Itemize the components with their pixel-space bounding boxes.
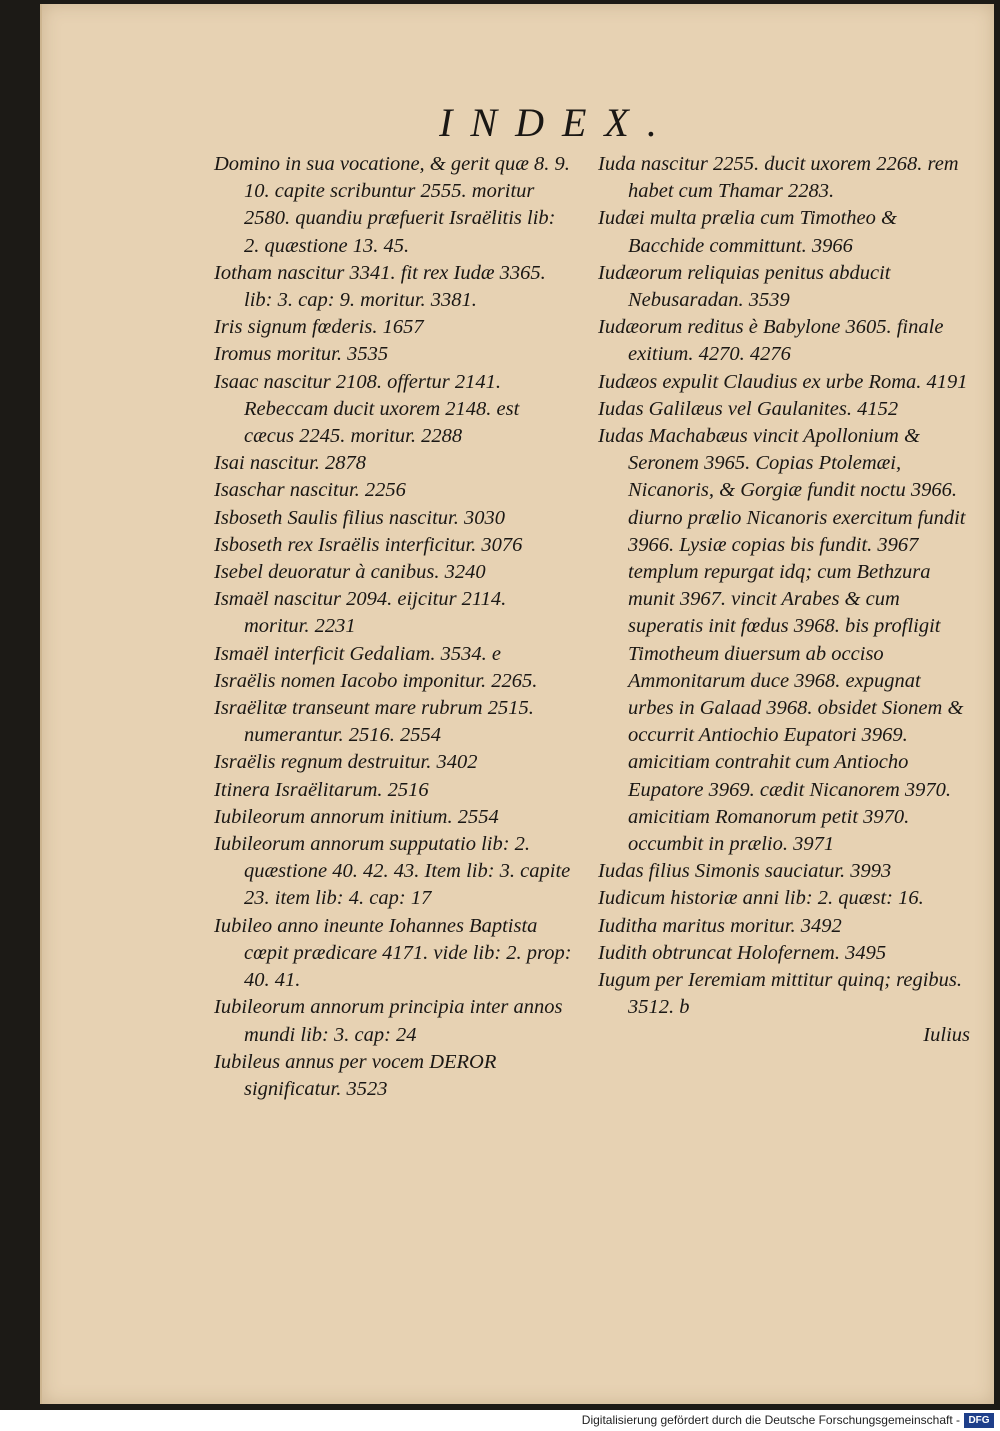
index-entry: Iubileorum annorum principia inter annos mundi lib: 3. cap: 24 [214,996,563,1046]
footer-funding-text: Digitalisierung gefördert durch die Deutsche Forschungsgemeinschaft - [581,1413,960,1427]
index-entry: Iubileo anno ineunte Iohannes Baptista cœpit prædicare 4171. vide lib: 2. prop: 40. 41. [214,914,572,992]
index-entry: Iudæos expulit Claudius ex urbe Roma. 4191 [598,370,968,393]
index-entry: Iudas Galilæus vel Gaulanites. 4152 [598,397,899,420]
index-entry: Israëlis nomen Iacobo imponitur. 2265. [214,669,538,692]
page-title: INDEX. [439,100,675,145]
index-entry: Iuditha maritus moritur. 3492 [598,914,842,937]
index-entry: Iuda nascitur 2255. ducit uxorem 2268. rem habet cum Thamar 2283. [598,153,959,203]
index-entry: Ismaël nascitur 2094. eijcitur 2114. moritur. 2231 [214,588,507,638]
footer-bar [0,1410,1000,1431]
index-column-left [214,151,574,1103]
index-entry: Iudas Machabæus vincit Apollonium & Seronem 3965. Copias Ptolemæi, Nicanoris, & Gorgiæ fundit noctu 3966. diurno prælio Nicanoris exercitum fundit 3966. Lysiæ copias bis fundit. 3967 templum repurgat idq; cum Bethzura munit 3967. vincit Arabes & cum superatis init fœdus 3968. bis profligit Timotheum diuersum ab occiso Ammonitarum duce 3968. expugnat urbes in Galaad 3968. obsidet Sionem & occurrit Antiochio Eupatori 3969. amicitiam contrahit cum Antiocho Eupatore 3969. cædit Nicanorem 3970. amicitiam Romanorum petit 3970. occumbit in prælio. 3971 [598,425,966,856]
index-entry: Isebel deuoratur à canibus. 3240 [214,561,486,584]
index-entry: Isaschar nascitur. 2256 [214,479,406,502]
index-entry: Iudas filius Simonis sauciatur. 3993 [598,860,892,883]
index-entry: Iromus moritur. 3535 [214,343,389,366]
index-entry: Isaac nascitur 2108. offertur 2141. Rebeccam ducit uxorem 2148. est cæcus 2245. moritur. 2288 [214,370,520,448]
index-entry: Isboseth rex Israëlis interficitur. 3076 [214,533,523,556]
index-entry: Iudæorum reditus è Babylone 3605. finale exitium. 4270. 4276 [598,316,944,366]
index-entry: Iubileus annus per vocem DEROR significatur. 3523 [214,1050,497,1100]
index-entry: Isboseth Saulis filius nascitur. 3030 [214,506,506,529]
index-entry: Israëlitæ transeunt mare rubrum 2515. numerantur. 2516. 2554 [214,697,534,747]
index-entry: Iugum per Ieremiam mittitur quinq; regibus. 3512. b [598,969,963,1019]
book-page [40,4,994,1404]
index-entry: Iubileorum annorum supputatio lib: 2. quæstione 40. 42. 43. Item lib: 3. capite 23. item lib: 4. cap: 17 [214,833,571,910]
index-entry: Israëlis regnum destruitur. 3402 [214,751,478,774]
index-column-right [598,151,970,1049]
index-entry: Itinera Israëlitarum. 2516 [214,778,429,801]
index-entry: Iudæorum reliquias penitus abducit Nebusaradan. 3539 [598,261,891,312]
index-entry: Iudith obtruncat Holofernem. 3495 [598,941,887,964]
index-entry: Domino in sua vocatione, & gerit quæ 8. 9. 10. capite scribuntur 2555. moritur 2580. quandiu præfuerit Israëlitis lib: 2. quæstione 13. 45. [214,153,570,257]
index-entry: Iotham nascitur 3341. fit rex Iudæ 3365. lib: 3. cap: 9. moritur. 3381. [214,261,546,312]
catchword: Iulius [923,1023,970,1046]
index-entry: Isai nascitur. 2878 [214,452,367,475]
index-entry: Iudæi multa prælia cum Timotheo & Bacchide committunt. 3966 [598,207,897,257]
index-entry: Ismaël interficit Gedaliam. 3534. e [214,642,501,665]
dfg-logo: DFG [964,1413,994,1428]
index-entry: Iris signum fœderis. 1657 [214,316,424,339]
index-entry: Iudicum historiæ anni lib: 2. quæst: 16. [598,887,924,910]
index-entry: Iubileorum annorum initium. 2554 [214,805,499,828]
